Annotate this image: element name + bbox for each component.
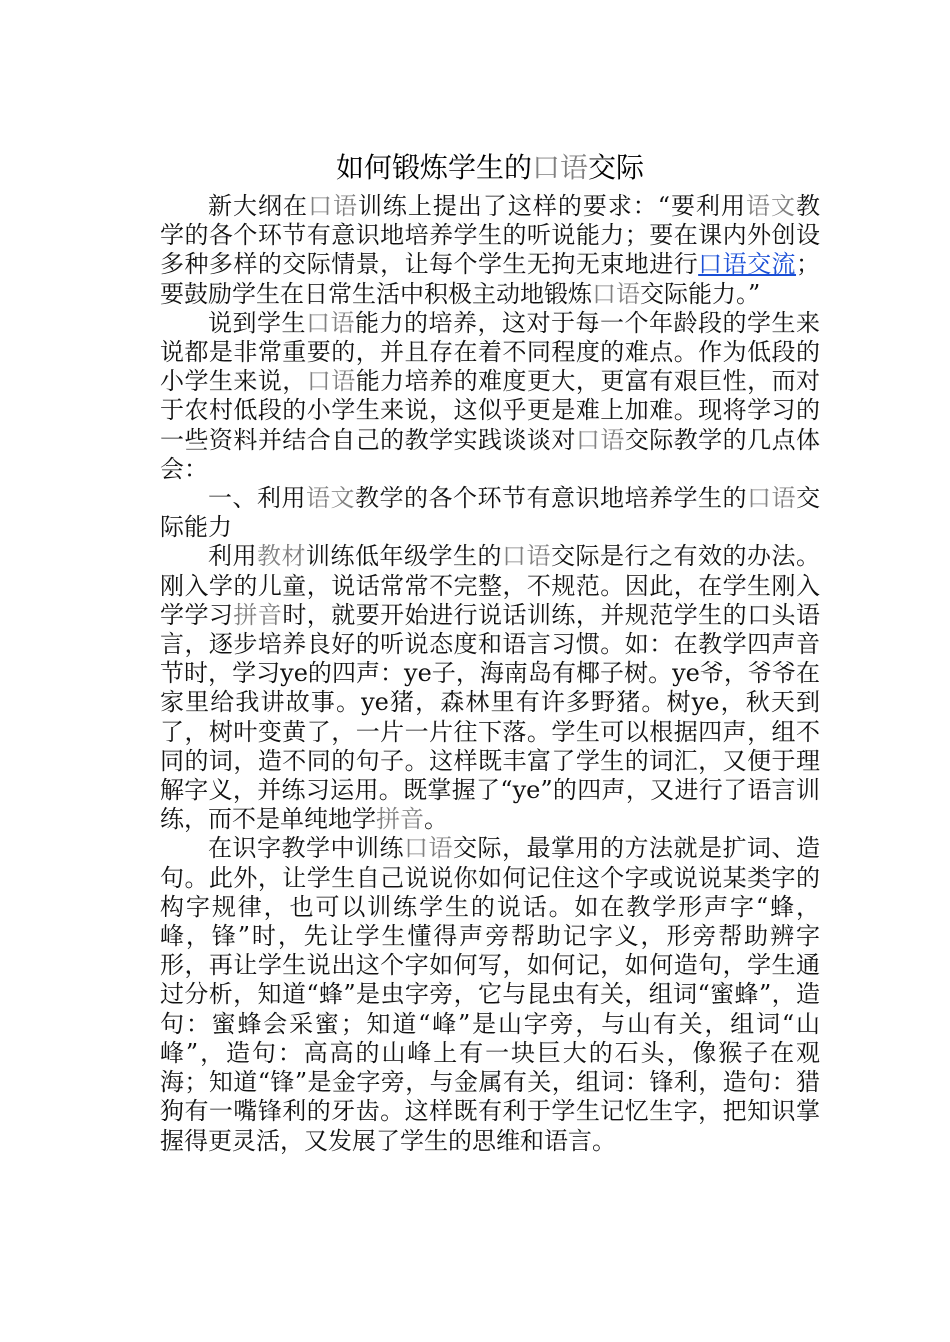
- keyword-link[interactable]: 口语: [306, 367, 356, 396]
- text-run: 新大纲在: [208, 192, 308, 220]
- title-text: 交际: [588, 151, 645, 184]
- text-run: 交际教学的几点体会：: [160, 425, 821, 483]
- text-run: 时，就要开始进行说话训练，并规范学生的口头语言，逐步培养良好的听说态度和语言习惯。如：在教学四声音节时，学习ye的四声：ye子，海南岛有椰子树。ye爷，爷爷在家里给我讲故事。ye猪，森林里有许多野猪。树ye，秋天到了，树叶变黄了，一片一片往下落。学生可以根据四声，组不同的词，造不同的句子。这样既丰富了学生的词汇，又便于理解字义，并练习运用。既掌握了“ye”的四声，又进行了语言训练，而不是单纯地学: [160, 600, 821, 834]
- keyword-link[interactable]: 口语: [404, 834, 453, 863]
- keyword-link[interactable]: 口语: [307, 192, 358, 220]
- keyword-link[interactable]: 语文: [746, 192, 797, 220]
- paragraph-literacy-training: [160, 834, 820, 1155]
- title-keyword-link[interactable]: 口语: [531, 151, 588, 184]
- text-run: 。: [424, 805, 448, 834]
- keyword-link[interactable]: 口语: [306, 308, 355, 337]
- keyword-link[interactable]: 拼音: [233, 600, 283, 629]
- keyword-link[interactable]: 教材: [257, 542, 306, 571]
- text-run: 利用: [208, 542, 257, 571]
- keyword-link[interactable]: 语文: [306, 484, 355, 513]
- paragraph-syllabus-requirement: [160, 192, 820, 309]
- keyword-link[interactable]: 口语: [592, 279, 640, 308]
- text-run: 在识字教学中训练: [208, 834, 404, 863]
- text-run: 能力培养的难度更大，更富有艰巨性，而对于农村低段的小学生来说，这似乎更是难上加难。现将学习的一些资料并结合自己的教学实践谈谈对: [160, 367, 821, 454]
- text-run: 能力的培养，这对于每一个年龄段的学生来说都是非常重要的，并且存在着不同程度的难点。作为低段的小学生来说，: [160, 308, 820, 396]
- text-run: 说到学生: [208, 308, 306, 337]
- document-body: [160, 148, 820, 1156]
- text-run: 交际是行之有效的办法。刚入学的儿童，说话常常不完整，不规范。因此，在学生刚入学学习: [160, 542, 820, 629]
- hyperlink-oral-communication[interactable]: 口语交流: [698, 250, 797, 279]
- paragraph-pinyin-training: [160, 542, 820, 834]
- text-run: 训练上提出了这样的要求：“要利用: [357, 192, 747, 220]
- text-run: 交际能力。”: [640, 279, 761, 308]
- text-run: 教学的各个环节有意识地培养学生的: [355, 484, 747, 513]
- text-run: 训练低年级学生的: [306, 542, 502, 571]
- text-run: 一、利用: [208, 484, 306, 513]
- keyword-link[interactable]: 拼音: [376, 805, 424, 834]
- keyword-link[interactable]: 口语: [502, 542, 551, 571]
- section-heading-one: [160, 484, 820, 542]
- text-run: 教学的各个环节有意识地培养学生的听说能力；要在课内外创设多种多样的交际情景，让每个学生无拘无束地进行: [160, 192, 821, 279]
- title-text: 如何锻炼学生的: [335, 151, 532, 184]
- keyword-link[interactable]: 口语: [575, 425, 625, 454]
- keyword-link[interactable]: 口语: [747, 484, 796, 513]
- text-run: ；要鼓励学生在日常生活中积极主动地锻炼: [160, 250, 821, 308]
- text-run: 交际，最掌用的方法就是扩词、造句。此外，让学生自己说说你如何记住这个字或说说某类字的构字规律，也可以训练学生的说话。如在教学形声字“蜂，峰，锋”时，先让学生懂得声旁帮助记字义，形旁帮助辨字形，再让学生说出这个字如何写，如何记，如何造句，学生通过分析，知道“蜂”是虫字旁，它与昆虫有关，组词“蜜蜂”，造句：蜜蜂会采蜜；知道“峰”是山字旁，与山有关，组词“山峰”，造句：高高的山峰上有一块巨大的石头，像猴子在观海；知道“锋”是金字旁，与金属有关，组词：锋利，造句：猎狗有一嘴锋利的牙齿。这样既有利于学生记忆生字，把知识掌握得更灵活，又发展了学生的思维和语言。: [160, 834, 820, 1155]
- paragraph-introduction: [160, 309, 820, 484]
- text-run: 交际能力: [160, 484, 820, 542]
- document-title: [160, 148, 820, 188]
